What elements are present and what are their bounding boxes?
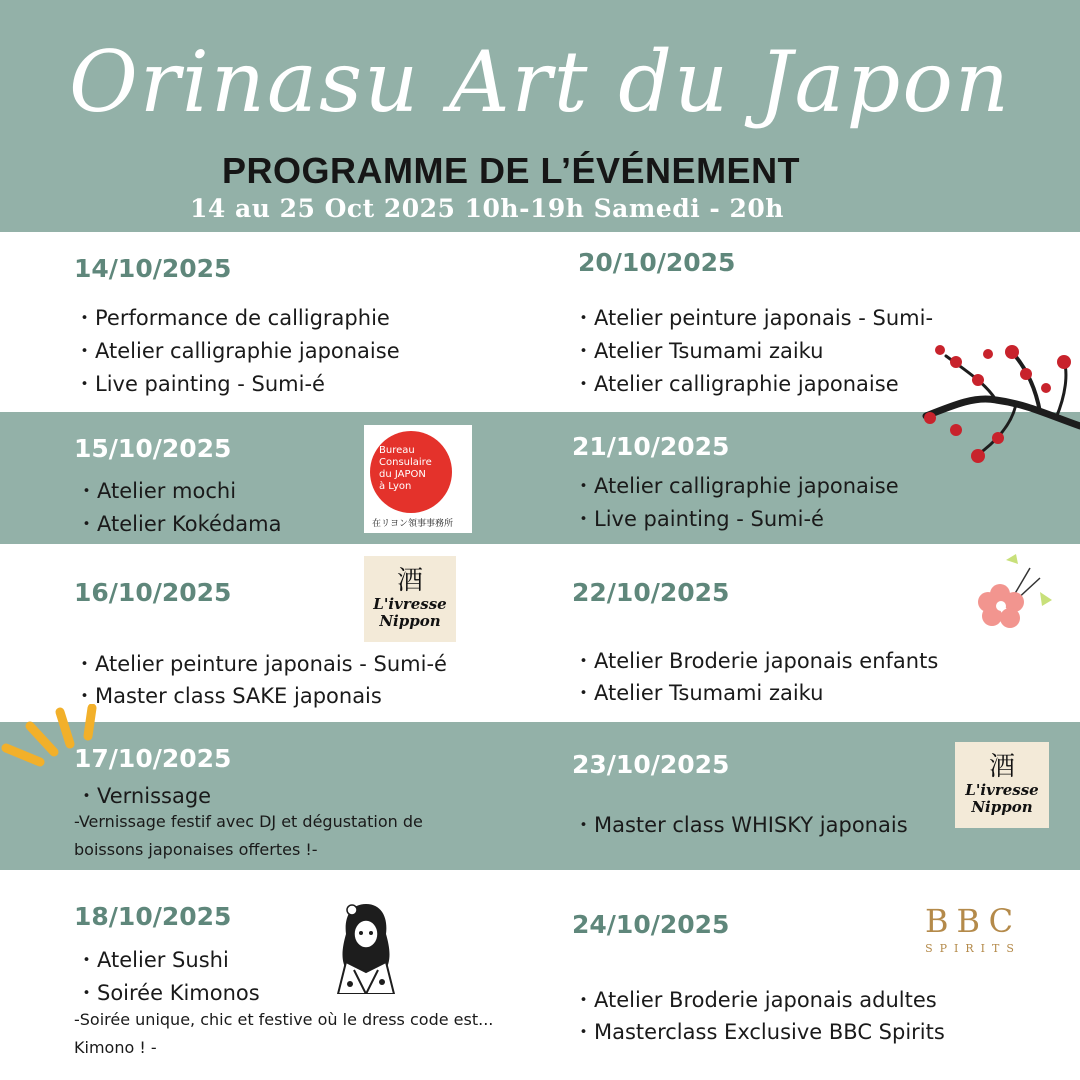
date-15: 15/10/2025 <box>74 434 232 463</box>
sake-logo: 酒 L'ivresse Nippon <box>364 556 456 642</box>
date-23: 23/10/2025 <box>572 750 730 779</box>
list-item: ・ Live painting - Sumi-é <box>573 503 824 533</box>
list-item: ・ Atelier calligraphie japonaise <box>74 335 400 365</box>
vernissage-note: -Vernissage festif avec DJ et dégustation de boissons japonaises offertes !- <box>74 812 423 859</box>
brand-title: Orinasu Art du Japon <box>68 33 1011 131</box>
sake-logo-2: 酒 L'ivresse Nippon <box>955 742 1049 828</box>
list-item: ・ Masterclass Exclusive BBC Spirits <box>573 1016 945 1046</box>
kimono-note: -Soirée unique, chic et festive où le dress code est... Kimono ! - <box>74 1010 494 1057</box>
cherry-blossom-branch-icon <box>916 334 1080 474</box>
list-item: ・ Atelier peinture japonais - Sumi- <box>573 302 933 332</box>
date-21: 21/10/2025 <box>572 432 730 461</box>
program-title: PROGRAMME DE L’ÉVÉNEMENT <box>222 150 801 191</box>
list-item: ・ Master class SAKE japonais <box>74 680 382 710</box>
list-item: ・ Atelier calligraphie japonaise <box>573 470 899 500</box>
plum-flower-icon <box>970 554 1060 644</box>
list-item: ・ Performance de calligraphie <box>74 302 390 332</box>
row-5 <box>0 870 1080 1080</box>
date-16: 16/10/2025 <box>74 578 232 607</box>
row-4 <box>0 722 1080 870</box>
list-item: ・ Atelier Broderie japonais adultes <box>573 984 937 1014</box>
consulate-logo: Bureau Consulaire du JAPON à Lyon 在リヨン領事事務所 <box>364 425 472 533</box>
list-item: ・ Atelier peinture japonais - Sumi-é <box>74 648 447 678</box>
date-20: 20/10/2025 <box>578 248 736 277</box>
list-item: ・ Live painting - Sumi-é <box>74 368 325 398</box>
list-item: ・ Atelier Tsumami zaiku <box>573 677 824 707</box>
list-item: ・ Atelier Kokédama <box>76 508 281 538</box>
list-item: ・ Atelier Tsumami zaiku <box>573 335 824 365</box>
date-14: 14/10/2025 <box>74 254 232 283</box>
consulate-sun-icon: Bureau Consulaire du JAPON à Lyon <box>370 431 452 513</box>
row-3 <box>0 544 1080 722</box>
kimono-girl-icon <box>328 900 404 994</box>
list-item: ・ Atelier Broderie japonais enfants <box>573 645 938 675</box>
list-item: ・ Atelier Sushi <box>76 944 229 974</box>
date-17: 17/10/2025 <box>74 744 232 773</box>
date-22: 22/10/2025 <box>572 578 730 607</box>
header <box>0 0 1080 232</box>
event-dates: 14 au 25 Oct 2025 10h-19h Samedi - 20h <box>190 194 784 223</box>
bbc-spirits-logo: BBC SPIRITS <box>912 902 1034 962</box>
date-18: 18/10/2025 <box>74 902 232 931</box>
list-item: ・ Soirée Kimonos <box>76 977 260 1007</box>
list-item: ・ Master class WHISKY japonais <box>573 809 908 839</box>
list-item: ・ Vernissage <box>76 780 211 810</box>
date-24: 24/10/2025 <box>572 910 730 939</box>
list-item: ・ Atelier mochi <box>76 475 236 505</box>
burst-decoration-icon <box>0 704 110 794</box>
list-item: ・ Atelier calligraphie japonaise <box>573 368 899 398</box>
